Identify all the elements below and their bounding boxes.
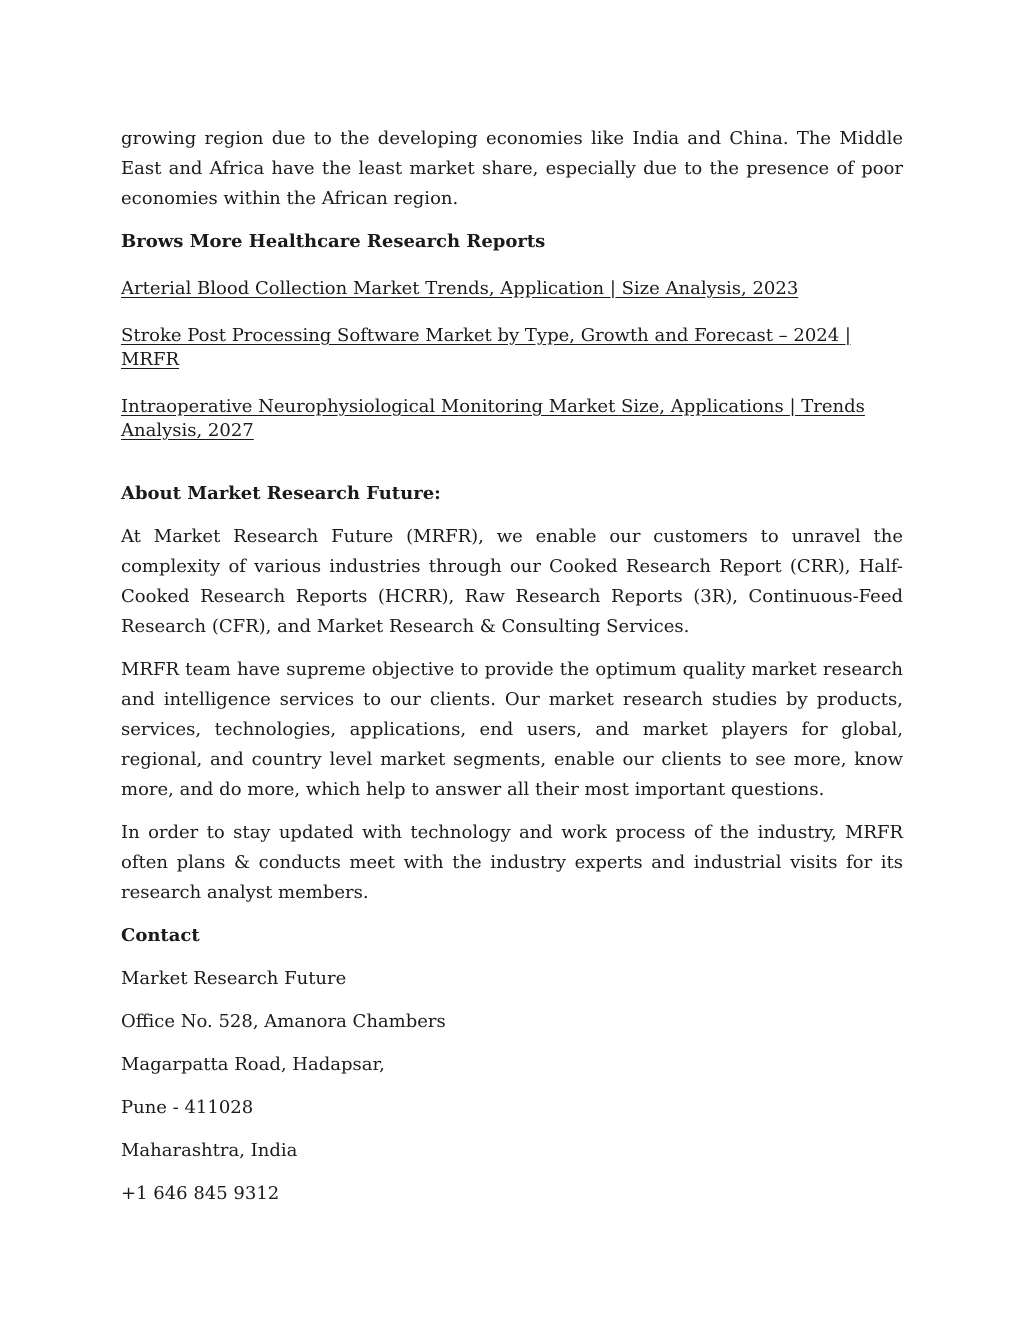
- contact-state: Maharashtra, India: [121, 1140, 298, 1161]
- contact-company: Market Research Future: [121, 968, 347, 989]
- about-paragraph-1: At Market Research Future (MRFR), we enable our customers to unravel the complexity of various industries through our Cooked Research Report (CRR), Half-Cooked Research Reports (HCRR), Raw Research Reports (3R), Continuous-Feed Research (CFR), and Market Research & Consulting Services.: [121, 526, 903, 637]
- contact-road: Magarpatta Road, Hadapsar,: [121, 1054, 385, 1075]
- contact-city: Pune - 411028: [121, 1097, 254, 1118]
- contact-office: Office No. 528, Amanora Chambers: [121, 1011, 446, 1032]
- intro-paragraph: growing region due to the developing economies like India and China. The Middle East and Africa have the least market share, especially due to the presence of poor economies within the African region.: [121, 128, 903, 209]
- contact-phone: +1 646 845 9312: [121, 1183, 280, 1204]
- contact-heading: Contact: [121, 925, 200, 946]
- document-page: [121, 124, 903, 1209]
- report-link-intraoperative-monitoring[interactable]: Intraoperative Neurophysiological Monitoring Market Size, Applications | Trends Analysis, 2027: [121, 396, 865, 441]
- report-link-arterial-blood-collection[interactable]: Arterial Blood Collection Market Trends, Application | Size Analysis, 2023: [121, 278, 799, 299]
- report-link-stroke-post-processing[interactable]: Stroke Post Processing Software Market by Type, Growth and Forecast – 2024 | MRFR: [121, 325, 851, 370]
- about-heading: About Market Research Future:: [121, 483, 441, 504]
- about-paragraph-3: In order to stay updated with technology and work process of the industry, MRFR often plans & conducts meet with the industry experts and industrial visits for its research analyst members.: [121, 822, 903, 903]
- browse-heading: Brows More Healthcare Research Reports: [121, 231, 546, 252]
- about-paragraph-2: MRFR team have supreme objective to provide the optimum quality market research and intelligence services to our clients. Our market research studies by products, services, technologies, applications, end users, and market players for global, regional, and country level market segments, enable our clients to see more, know more, and do more, which help to answer all their most important questions.: [121, 659, 903, 800]
